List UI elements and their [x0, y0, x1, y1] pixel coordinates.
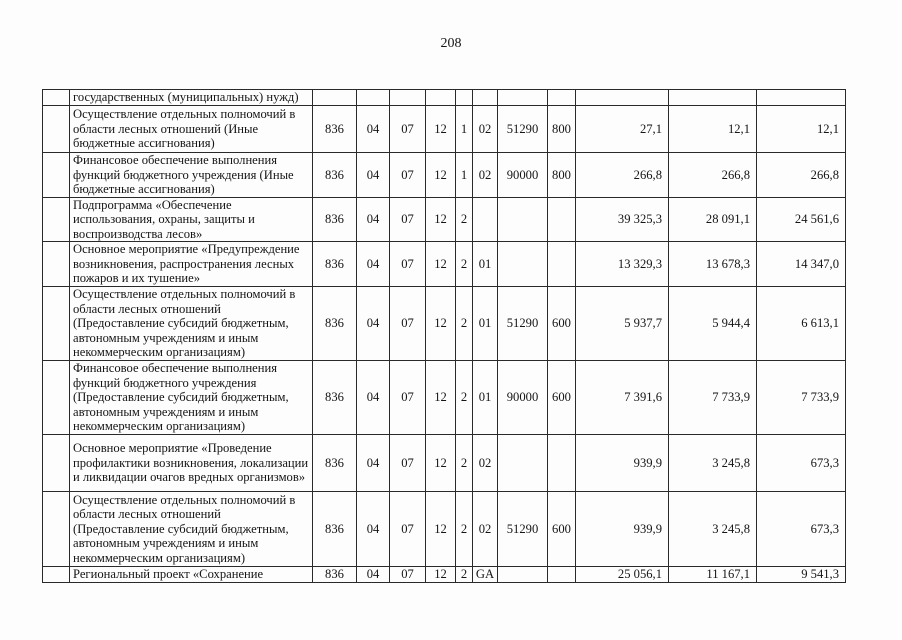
code-cell: 600 — [548, 287, 576, 361]
amount-cell: 266,8 — [669, 153, 757, 198]
row-margin-cell — [43, 153, 70, 198]
budget-table — [42, 89, 846, 583]
code-cell: 07 — [390, 567, 426, 583]
row-name-cell: государственных (муниципальных) нужд) — [70, 90, 313, 106]
code-cell: 12 — [426, 153, 456, 198]
code-cell: 2 — [456, 197, 473, 242]
row-margin-cell — [43, 106, 70, 153]
table-row — [43, 153, 846, 198]
code-cell: 07 — [390, 242, 426, 287]
code-cell: 836 — [313, 492, 357, 567]
code-cell: 800 — [548, 106, 576, 153]
code-cell — [498, 567, 548, 583]
code-cell: 01 — [473, 287, 498, 361]
code-cell — [357, 90, 390, 106]
code-cell: 04 — [357, 197, 390, 242]
code-cell: 04 — [357, 567, 390, 583]
amount-cell: 27,1 — [576, 106, 669, 153]
amount-cell: 7 391,6 — [576, 361, 669, 435]
code-cell — [473, 197, 498, 242]
code-cell — [390, 90, 426, 106]
amount-cell: 13 329,3 — [576, 242, 669, 287]
row-name-cell: Подпрограмма «Обеспечение использования, охраны, защиты и воспроизводства лесов» — [70, 197, 313, 242]
code-cell: 12 — [426, 361, 456, 435]
amount-cell: 13 678,3 — [669, 242, 757, 287]
code-cell: 02 — [473, 435, 498, 492]
amount-cell: 7 733,9 — [669, 361, 757, 435]
code-cell — [548, 435, 576, 492]
amount-cell: 5 944,4 — [669, 287, 757, 361]
code-cell: 2 — [456, 361, 473, 435]
row-margin-cell — [43, 567, 70, 583]
row-name-cell: Осуществление отдельных полномочий в области лесных отношений (Предоставление субсидий бюджетным, автономным учреждениям и иным некоммерческим организациям) — [70, 287, 313, 361]
code-cell: GA — [473, 567, 498, 583]
code-cell: 04 — [357, 492, 390, 567]
table-row — [43, 106, 846, 153]
code-cell: 01 — [473, 242, 498, 287]
code-cell: 836 — [313, 567, 357, 583]
code-cell — [426, 90, 456, 106]
code-cell — [456, 90, 473, 106]
code-cell: 836 — [313, 197, 357, 242]
amount-cell: 39 325,3 — [576, 197, 669, 242]
row-name-cell: Осуществление отдельных полномочий в области лесных отношений (Иные бюджетные ассигнования) — [70, 106, 313, 153]
amount-cell: 28 091,1 — [669, 197, 757, 242]
code-cell: 04 — [357, 287, 390, 361]
code-cell: 12 — [426, 287, 456, 361]
code-cell: 90000 — [498, 361, 548, 435]
code-cell: 07 — [390, 153, 426, 198]
amount-cell: 5 937,7 — [576, 287, 669, 361]
row-margin-cell — [43, 361, 70, 435]
code-cell: 1 — [456, 106, 473, 153]
code-cell: 07 — [390, 361, 426, 435]
code-cell: 12 — [426, 106, 456, 153]
amount-cell: 9 541,3 — [757, 567, 846, 583]
code-cell: 07 — [390, 197, 426, 242]
code-cell — [498, 435, 548, 492]
code-cell: 836 — [313, 435, 357, 492]
code-cell: 836 — [313, 153, 357, 198]
code-cell: 12 — [426, 492, 456, 567]
table-row — [43, 242, 846, 287]
code-cell: 836 — [313, 242, 357, 287]
amount-cell: 266,8 — [757, 153, 846, 198]
row-margin-cell — [43, 287, 70, 361]
amount-cell: 7 733,9 — [757, 361, 846, 435]
code-cell — [498, 197, 548, 242]
code-cell: 800 — [548, 153, 576, 198]
code-cell: 02 — [473, 153, 498, 198]
code-cell: 51290 — [498, 492, 548, 567]
row-name-cell: Региональный проект «Сохранение — [70, 567, 313, 583]
row-name-cell: Осуществление отдельных полномочий в области лесных отношений (Предоставление субсидий бюджетным, автономным учреждениям и иным некоммерческим организациям) — [70, 492, 313, 567]
code-cell: 04 — [357, 242, 390, 287]
page-number: 208 — [440, 36, 462, 51]
code-cell — [473, 90, 498, 106]
code-cell: 2 — [456, 492, 473, 567]
row-name-cell: Финансовое обеспечение выполнения функций бюджетного учреждения (Предоставление субсидий бюджетным, автономным учреждениям и иным некоммерческим организациям) — [70, 361, 313, 435]
code-cell — [548, 90, 576, 106]
code-cell: 600 — [548, 361, 576, 435]
amount-cell — [757, 90, 846, 106]
code-cell: 04 — [357, 435, 390, 492]
amount-cell: 12,1 — [757, 106, 846, 153]
amount-cell: 12,1 — [669, 106, 757, 153]
code-cell: 12 — [426, 197, 456, 242]
row-name-cell: Финансовое обеспечение выполнения функций бюджетного учреждения (Иные бюджетные ассигнования) — [70, 153, 313, 198]
amount-cell: 6 613,1 — [757, 287, 846, 361]
code-cell: 1 — [456, 153, 473, 198]
row-margin-cell — [43, 90, 70, 106]
code-cell: 07 — [390, 287, 426, 361]
code-cell: 836 — [313, 287, 357, 361]
amount-cell — [669, 90, 757, 106]
row-margin-cell — [43, 242, 70, 287]
code-cell: 07 — [390, 492, 426, 567]
code-cell: 2 — [456, 287, 473, 361]
table-row — [43, 361, 846, 435]
amount-cell: 266,8 — [576, 153, 669, 198]
amount-cell: 24 561,6 — [757, 197, 846, 242]
code-cell: 07 — [390, 435, 426, 492]
row-name-cell: Основное мероприятие «Предупреждение возникновения, распространения лесных пожаров и их тушение» — [70, 242, 313, 287]
table-row — [43, 90, 846, 106]
amount-cell: 25 056,1 — [576, 567, 669, 583]
table-row — [43, 287, 846, 361]
code-cell — [313, 90, 357, 106]
table-row — [43, 197, 846, 242]
row-name-cell: Основное мероприятие «Проведение профилактики возникновения, локализации и ликвидации очагов вредных организмов» — [70, 435, 313, 492]
table-row — [43, 435, 846, 492]
row-margin-cell — [43, 492, 70, 567]
code-cell: 04 — [357, 106, 390, 153]
code-cell: 12 — [426, 435, 456, 492]
amount-cell: 14 347,0 — [757, 242, 846, 287]
code-cell: 600 — [548, 492, 576, 567]
table-row — [43, 567, 846, 583]
amount-cell: 939,9 — [576, 492, 669, 567]
code-cell — [498, 242, 548, 287]
code-cell — [548, 567, 576, 583]
code-cell — [548, 197, 576, 242]
amount-cell — [576, 90, 669, 106]
code-cell: 836 — [313, 106, 357, 153]
amount-cell: 11 167,1 — [669, 567, 757, 583]
code-cell: 836 — [313, 361, 357, 435]
code-cell: 2 — [456, 435, 473, 492]
code-cell: 02 — [473, 492, 498, 567]
code-cell: 07 — [390, 106, 426, 153]
code-cell: 02 — [473, 106, 498, 153]
amount-cell: 3 245,8 — [669, 435, 757, 492]
row-margin-cell — [43, 435, 70, 492]
row-margin-cell — [43, 197, 70, 242]
code-cell: 2 — [456, 567, 473, 583]
code-cell: 51290 — [498, 106, 548, 153]
code-cell: 12 — [426, 242, 456, 287]
code-cell: 90000 — [498, 153, 548, 198]
amount-cell: 939,9 — [576, 435, 669, 492]
code-cell: 51290 — [498, 287, 548, 361]
code-cell: 04 — [357, 153, 390, 198]
code-cell — [498, 90, 548, 106]
amount-cell: 673,3 — [757, 492, 846, 567]
code-cell: 01 — [473, 361, 498, 435]
table-row — [43, 492, 846, 567]
code-cell: 2 — [456, 242, 473, 287]
amount-cell: 3 245,8 — [669, 492, 757, 567]
code-cell: 04 — [357, 361, 390, 435]
code-cell — [548, 242, 576, 287]
code-cell: 12 — [426, 567, 456, 583]
amount-cell: 673,3 — [757, 435, 846, 492]
